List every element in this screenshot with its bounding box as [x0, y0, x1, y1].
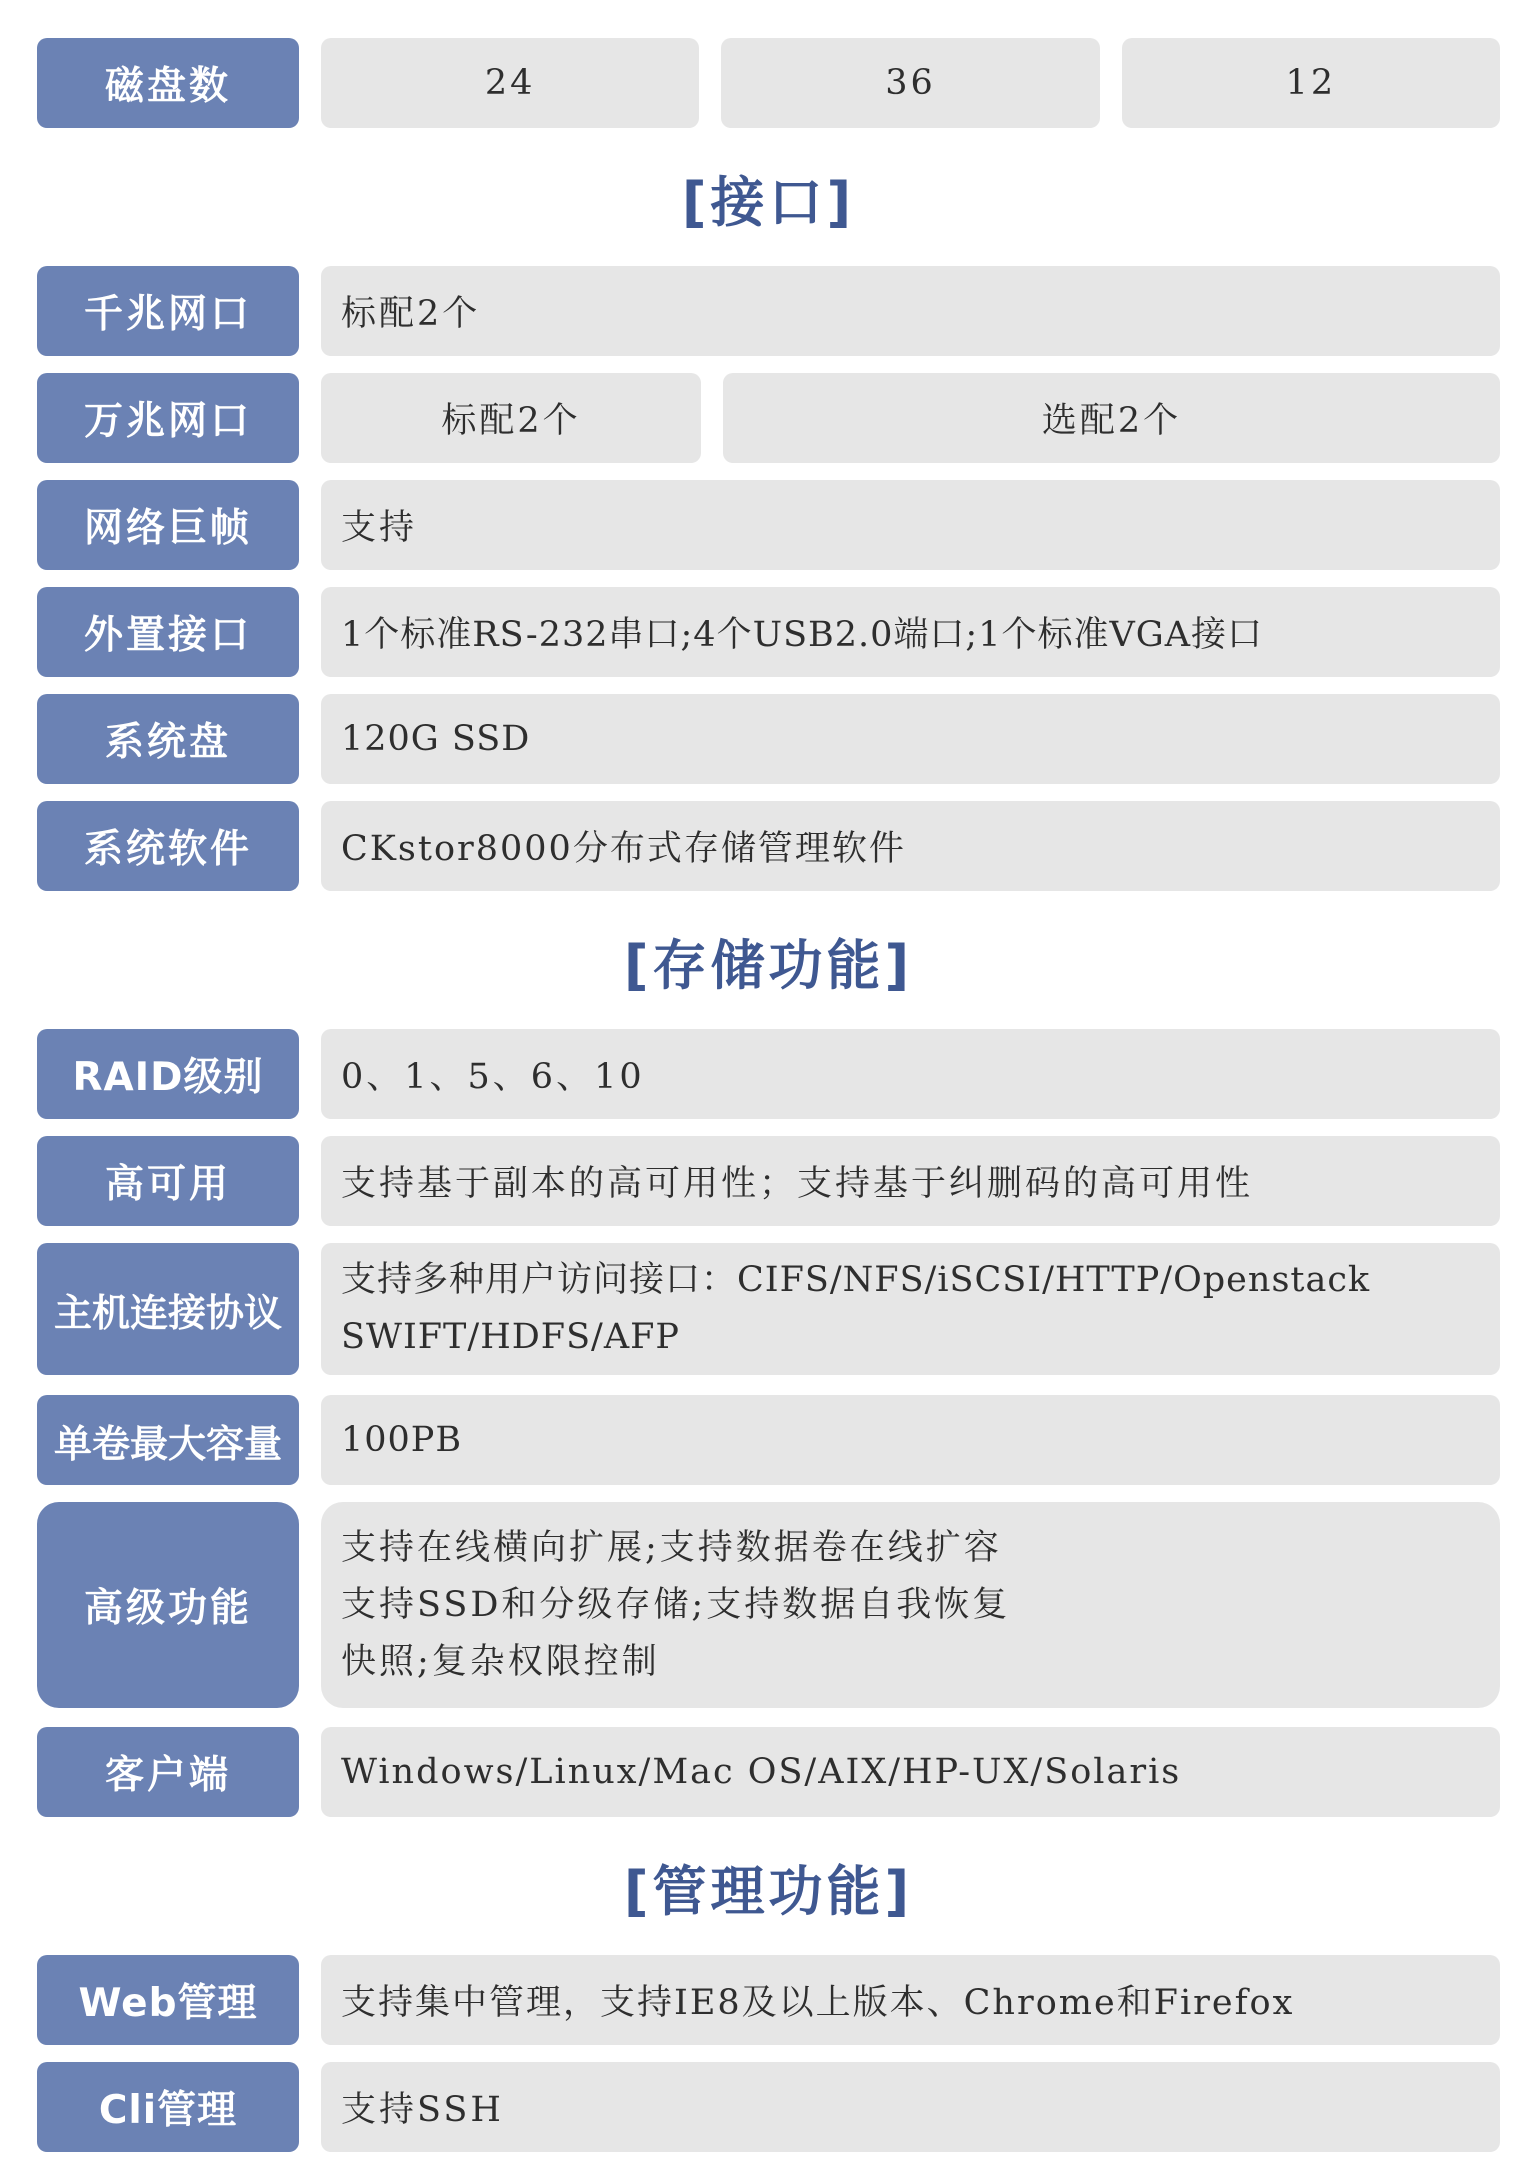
- cells-web-management: [321, 1955, 1500, 2045]
- cells-raid-level: [321, 1029, 1500, 1119]
- section-heading-storage: [存储功能]: [623, 933, 914, 997]
- label-raid-level: RAID级别: [37, 1029, 299, 1119]
- host-protocol-line-2: SWIFT/HDFS/AFP: [341, 1317, 680, 1357]
- row-system-disk: [37, 694, 1500, 784]
- cells-external-ports: [321, 587, 1500, 677]
- value-host-protocol: [321, 1243, 1500, 1375]
- value-external-ports: 1个标准RS-232串口;4个USB2.0端口;1个标准VGA接口: [321, 587, 1500, 677]
- row-cli-management: [37, 2062, 1500, 2152]
- value-ten-gigabit-optional: 选配2个: [723, 373, 1500, 463]
- value-system-disk: 120G SSD: [321, 694, 1500, 784]
- cells-jumbo-frame: [321, 480, 1500, 570]
- advanced-line-2: 支持SSD和分级存储;支持数据自我恢复: [341, 1584, 1011, 1625]
- cells-high-availability: [321, 1136, 1500, 1226]
- row-host-protocol: [37, 1243, 1500, 1375]
- row-disk-count: [37, 38, 1500, 128]
- advanced-line-3: 快照;复杂权限控制: [341, 1641, 660, 1682]
- cells-system-software: [321, 801, 1500, 891]
- value-jumbo-frame: 支持: [321, 480, 1500, 570]
- value-disk-count-2: 36: [721, 38, 1099, 128]
- label-client: 客户端: [37, 1727, 299, 1817]
- value-client: Windows/Linux/Mac OS/AIX/HP-UX/Solaris: [321, 1727, 1500, 1817]
- cells-ten-gigabit-port: [321, 373, 1500, 463]
- label-host-protocol: 主机连接协议: [37, 1243, 299, 1375]
- label-external-ports: 外置接口: [37, 587, 299, 677]
- label-cli-management: Cli管理: [37, 2062, 299, 2152]
- value-raid-level: 0、1、5、6、10: [321, 1029, 1500, 1119]
- label-advanced-features: 高级功能: [37, 1502, 299, 1708]
- section-heading-management: [管理功能]: [623, 1859, 914, 1923]
- value-ten-gigabit-standard: 标配2个: [321, 373, 701, 463]
- row-external-ports: [37, 587, 1500, 677]
- value-advanced-features: [321, 1502, 1500, 1708]
- label-max-volume: 单卷最大容量: [37, 1395, 299, 1485]
- label-disk-count: 磁盘数: [37, 38, 299, 128]
- value-web-management: 支持集中管理，支持IE8及以上版本、Chrome和Firefox: [321, 1955, 1500, 2045]
- value-high-availability: 支持基于副本的高可用性；支持基于纠删码的高可用性: [321, 1136, 1500, 1226]
- cells-advanced-features: [321, 1502, 1500, 1708]
- row-jumbo-frame: [37, 480, 1500, 570]
- label-system-disk: 系统盘: [37, 694, 299, 784]
- row-advanced-features: [37, 1502, 1500, 1708]
- label-jumbo-frame: 网络巨帧: [37, 480, 299, 570]
- value-max-volume: 100PB: [321, 1395, 1500, 1485]
- spec-sheet: [37, 38, 1500, 2169]
- value-disk-count-3: 12: [1122, 38, 1500, 128]
- cells-cli-management: [321, 2062, 1500, 2152]
- value-gigabit-port: 标配2个: [321, 266, 1500, 356]
- row-ten-gigabit-port: [37, 373, 1500, 463]
- row-client: [37, 1727, 1500, 1817]
- row-high-availability: [37, 1136, 1500, 1226]
- label-ten-gigabit-port: 万兆网口: [37, 373, 299, 463]
- host-protocol-line-1: 支持多种用户访问接口：CIFS/NFS/iSCSI/HTTP/Openstack: [341, 1260, 1371, 1300]
- section-heading-interface: [接口]: [681, 170, 856, 234]
- row-web-management: [37, 1955, 1500, 2045]
- value-disk-count-1: 24: [321, 38, 699, 128]
- label-web-management: Web管理: [37, 1955, 299, 2045]
- row-system-software: [37, 801, 1500, 891]
- row-raid-level: [37, 1029, 1500, 1119]
- advanced-line-1: 支持在线横向扩展;支持数据卷在线扩容: [341, 1527, 1002, 1568]
- row-gigabit-port: [37, 266, 1500, 356]
- cells-disk-count: [321, 38, 1500, 128]
- cells-client: [321, 1727, 1500, 1817]
- label-gigabit-port: 千兆网口: [37, 266, 299, 356]
- cells-gigabit-port: [321, 266, 1500, 356]
- cells-system-disk: [321, 694, 1500, 784]
- row-max-volume: [37, 1395, 1500, 1485]
- cells-max-volume: [321, 1395, 1500, 1485]
- value-system-software: CKstor8000分布式存储管理软件: [321, 801, 1500, 891]
- label-high-availability: 高可用: [37, 1136, 299, 1226]
- label-system-software: 系统软件: [37, 801, 299, 891]
- cells-host-protocol: [321, 1243, 1500, 1375]
- value-cli-management: 支持SSH: [321, 2062, 1500, 2152]
